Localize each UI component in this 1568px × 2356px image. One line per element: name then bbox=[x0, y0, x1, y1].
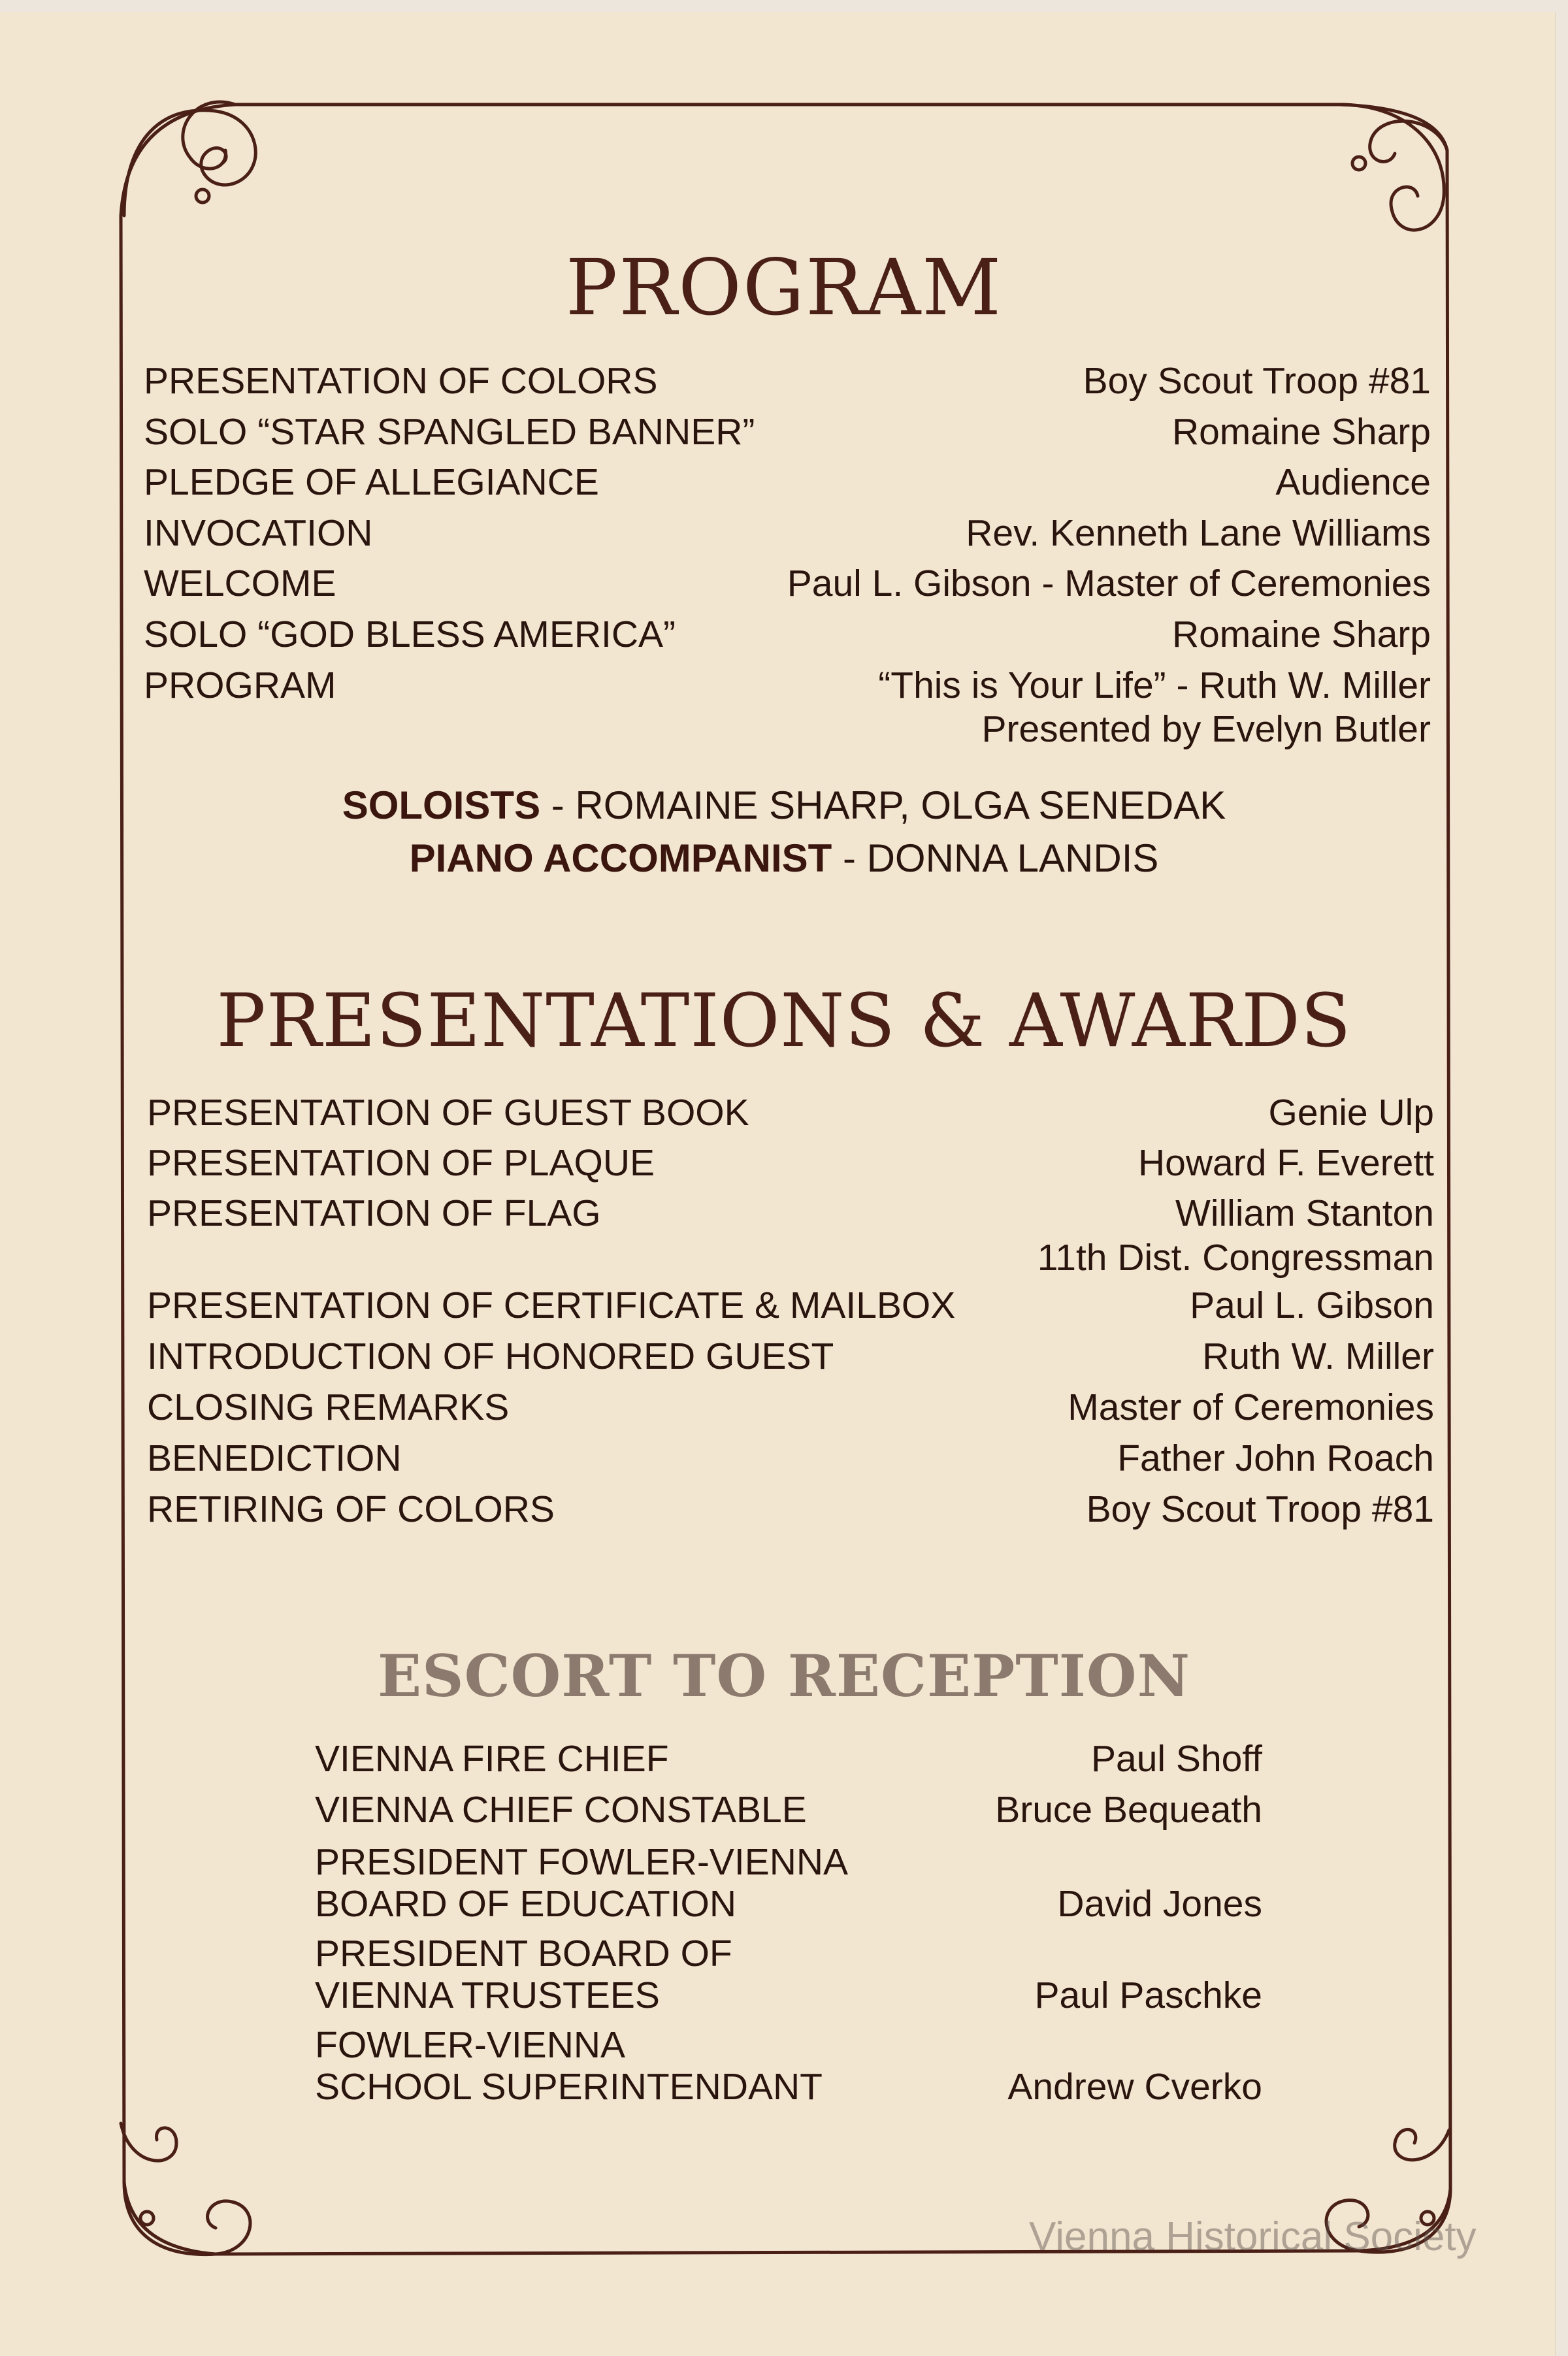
program-item-value: Romaine Sharp bbox=[1171, 411, 1431, 453]
award-item-value: Father John Roach bbox=[1117, 1437, 1434, 1479]
escort-person: David Jones bbox=[1057, 1883, 1262, 1925]
program-item-label: SOLO “GOD BLESS AMERICA” bbox=[144, 614, 676, 655]
awards-heading: PRESENTATIONS & AWARDS bbox=[216, 979, 1352, 1064]
program-heading: PROGRAM bbox=[565, 242, 1003, 333]
award-row bbox=[147, 1090, 1434, 1136]
award-item-value: Howard F. Everett bbox=[1138, 1142, 1434, 1184]
piano-line bbox=[0, 834, 1568, 883]
escort-row bbox=[315, 1738, 1262, 1780]
award-item-value: Paul L. Gibson bbox=[1190, 1284, 1434, 1326]
award-row bbox=[147, 1190, 1434, 1236]
award-item-label: INTRODUCTION OF HONORED GUEST bbox=[147, 1335, 834, 1377]
soloists-value: - ROMAINE SHARP, OLGA SENEDAK bbox=[551, 783, 1226, 827]
award-item-label: RETIRING OF COLORS bbox=[147, 1488, 555, 1530]
soloists-label: SOLOISTS bbox=[342, 783, 541, 827]
escort-role: FOWLER-VIENNA SCHOOL SUPERINTENDANT bbox=[315, 2024, 823, 2108]
program-item-label: WELCOME bbox=[144, 563, 336, 604]
program-item-label: INVOCATION bbox=[144, 512, 373, 554]
program-item-value: Paul L. Gibson - Master of Ceremonies bbox=[787, 563, 1431, 604]
award-item-label: BENEDICTION bbox=[147, 1437, 402, 1479]
award-row bbox=[147, 1486, 1434, 1532]
escort-role: PRESIDENT BOARD OF VIENNA TRUSTEES bbox=[315, 1933, 732, 2016]
award-item-value: Master of Ceremonies bbox=[1068, 1386, 1434, 1428]
escort-heading: ESCORT TO RECEPTION bbox=[377, 1642, 1191, 1710]
award-item-value: Genie Ulp bbox=[1268, 1092, 1434, 1134]
program-row bbox=[144, 459, 1431, 505]
award-row bbox=[147, 1283, 1434, 1328]
escort-row bbox=[315, 2024, 1262, 2108]
escort-role: VIENNA CHIEF CONSTABLE bbox=[315, 1789, 807, 1831]
escort-row bbox=[315, 1841, 1262, 1925]
escort-role: PRESIDENT FOWLER-VIENNA BOARD OF EDUCATION bbox=[315, 1841, 849, 1925]
award-item-label: PRESENTATION OF GUEST BOOK bbox=[147, 1092, 749, 1134]
award-row bbox=[147, 1333, 1434, 1379]
escort-row bbox=[315, 1933, 1262, 2016]
program-item-value: Rev. Kenneth Lane Williams bbox=[966, 512, 1431, 554]
award-row bbox=[147, 1384, 1434, 1430]
bleed-through-text bbox=[653, 160, 664, 190]
escort-person: Paul Paschke bbox=[1034, 1974, 1262, 2016]
program-item-label: SOLO “STAR SPANGLED BANNER” bbox=[144, 411, 755, 453]
award-item-label: PRESENTATION OF PLAQUE bbox=[147, 1142, 655, 1184]
award-item-label: PRESENTATION OF FLAG bbox=[147, 1192, 601, 1234]
program-row bbox=[144, 358, 1431, 404]
piano-value: - DONNA LANDIS bbox=[842, 836, 1159, 880]
soloists-line bbox=[0, 781, 1568, 830]
award-item-value: William Stanton bbox=[1175, 1192, 1434, 1234]
award-item-label: CLOSING REMARKS bbox=[147, 1386, 510, 1428]
award-row bbox=[147, 1435, 1434, 1481]
program-row bbox=[144, 409, 1431, 455]
program-item-value: Romaine Sharp bbox=[1171, 614, 1431, 655]
program-item-value: “This is Your Life” - Ruth W. Miller bbox=[878, 664, 1431, 706]
program-row bbox=[144, 510, 1431, 556]
program-item-label: PRESENTATION OF COLORS bbox=[144, 360, 658, 402]
award-item-value: Ruth W. Miller bbox=[1202, 1335, 1434, 1377]
program-item-value: Boy Scout Troop #81 bbox=[1083, 360, 1431, 402]
escort-person: Andrew Cverko bbox=[1007, 2066, 1262, 2108]
piano-label: PIANO ACCOMPANIST bbox=[409, 836, 832, 880]
escort-person: Paul Shoff bbox=[1091, 1738, 1262, 1780]
award-flag-title: 11th Dist. Congressman bbox=[1037, 1237, 1434, 1279]
program-row bbox=[144, 561, 1431, 606]
program-presenter: Presented by Evelyn Butler bbox=[981, 708, 1431, 750]
program-item-label: PLEDGE OF ALLEGIANCE bbox=[144, 461, 599, 503]
program-row bbox=[144, 663, 1431, 708]
award-item-value: Boy Scout Troop #81 bbox=[1086, 1488, 1434, 1530]
escort-row bbox=[315, 1789, 1262, 1831]
escort-person: Bruce Bequeath bbox=[995, 1789, 1262, 1831]
program-item-label: PROGRAM bbox=[144, 664, 336, 706]
watermark: Vienna Historical Society bbox=[1029, 2214, 1477, 2259]
program-item-value: Audience bbox=[1275, 461, 1431, 503]
award-row bbox=[147, 1140, 1434, 1186]
award-item-label: PRESENTATION OF CERTIFICATE & MAILBOX bbox=[147, 1284, 956, 1326]
program-row bbox=[144, 612, 1431, 657]
escort-role: VIENNA FIRE CHIEF bbox=[315, 1738, 669, 1780]
